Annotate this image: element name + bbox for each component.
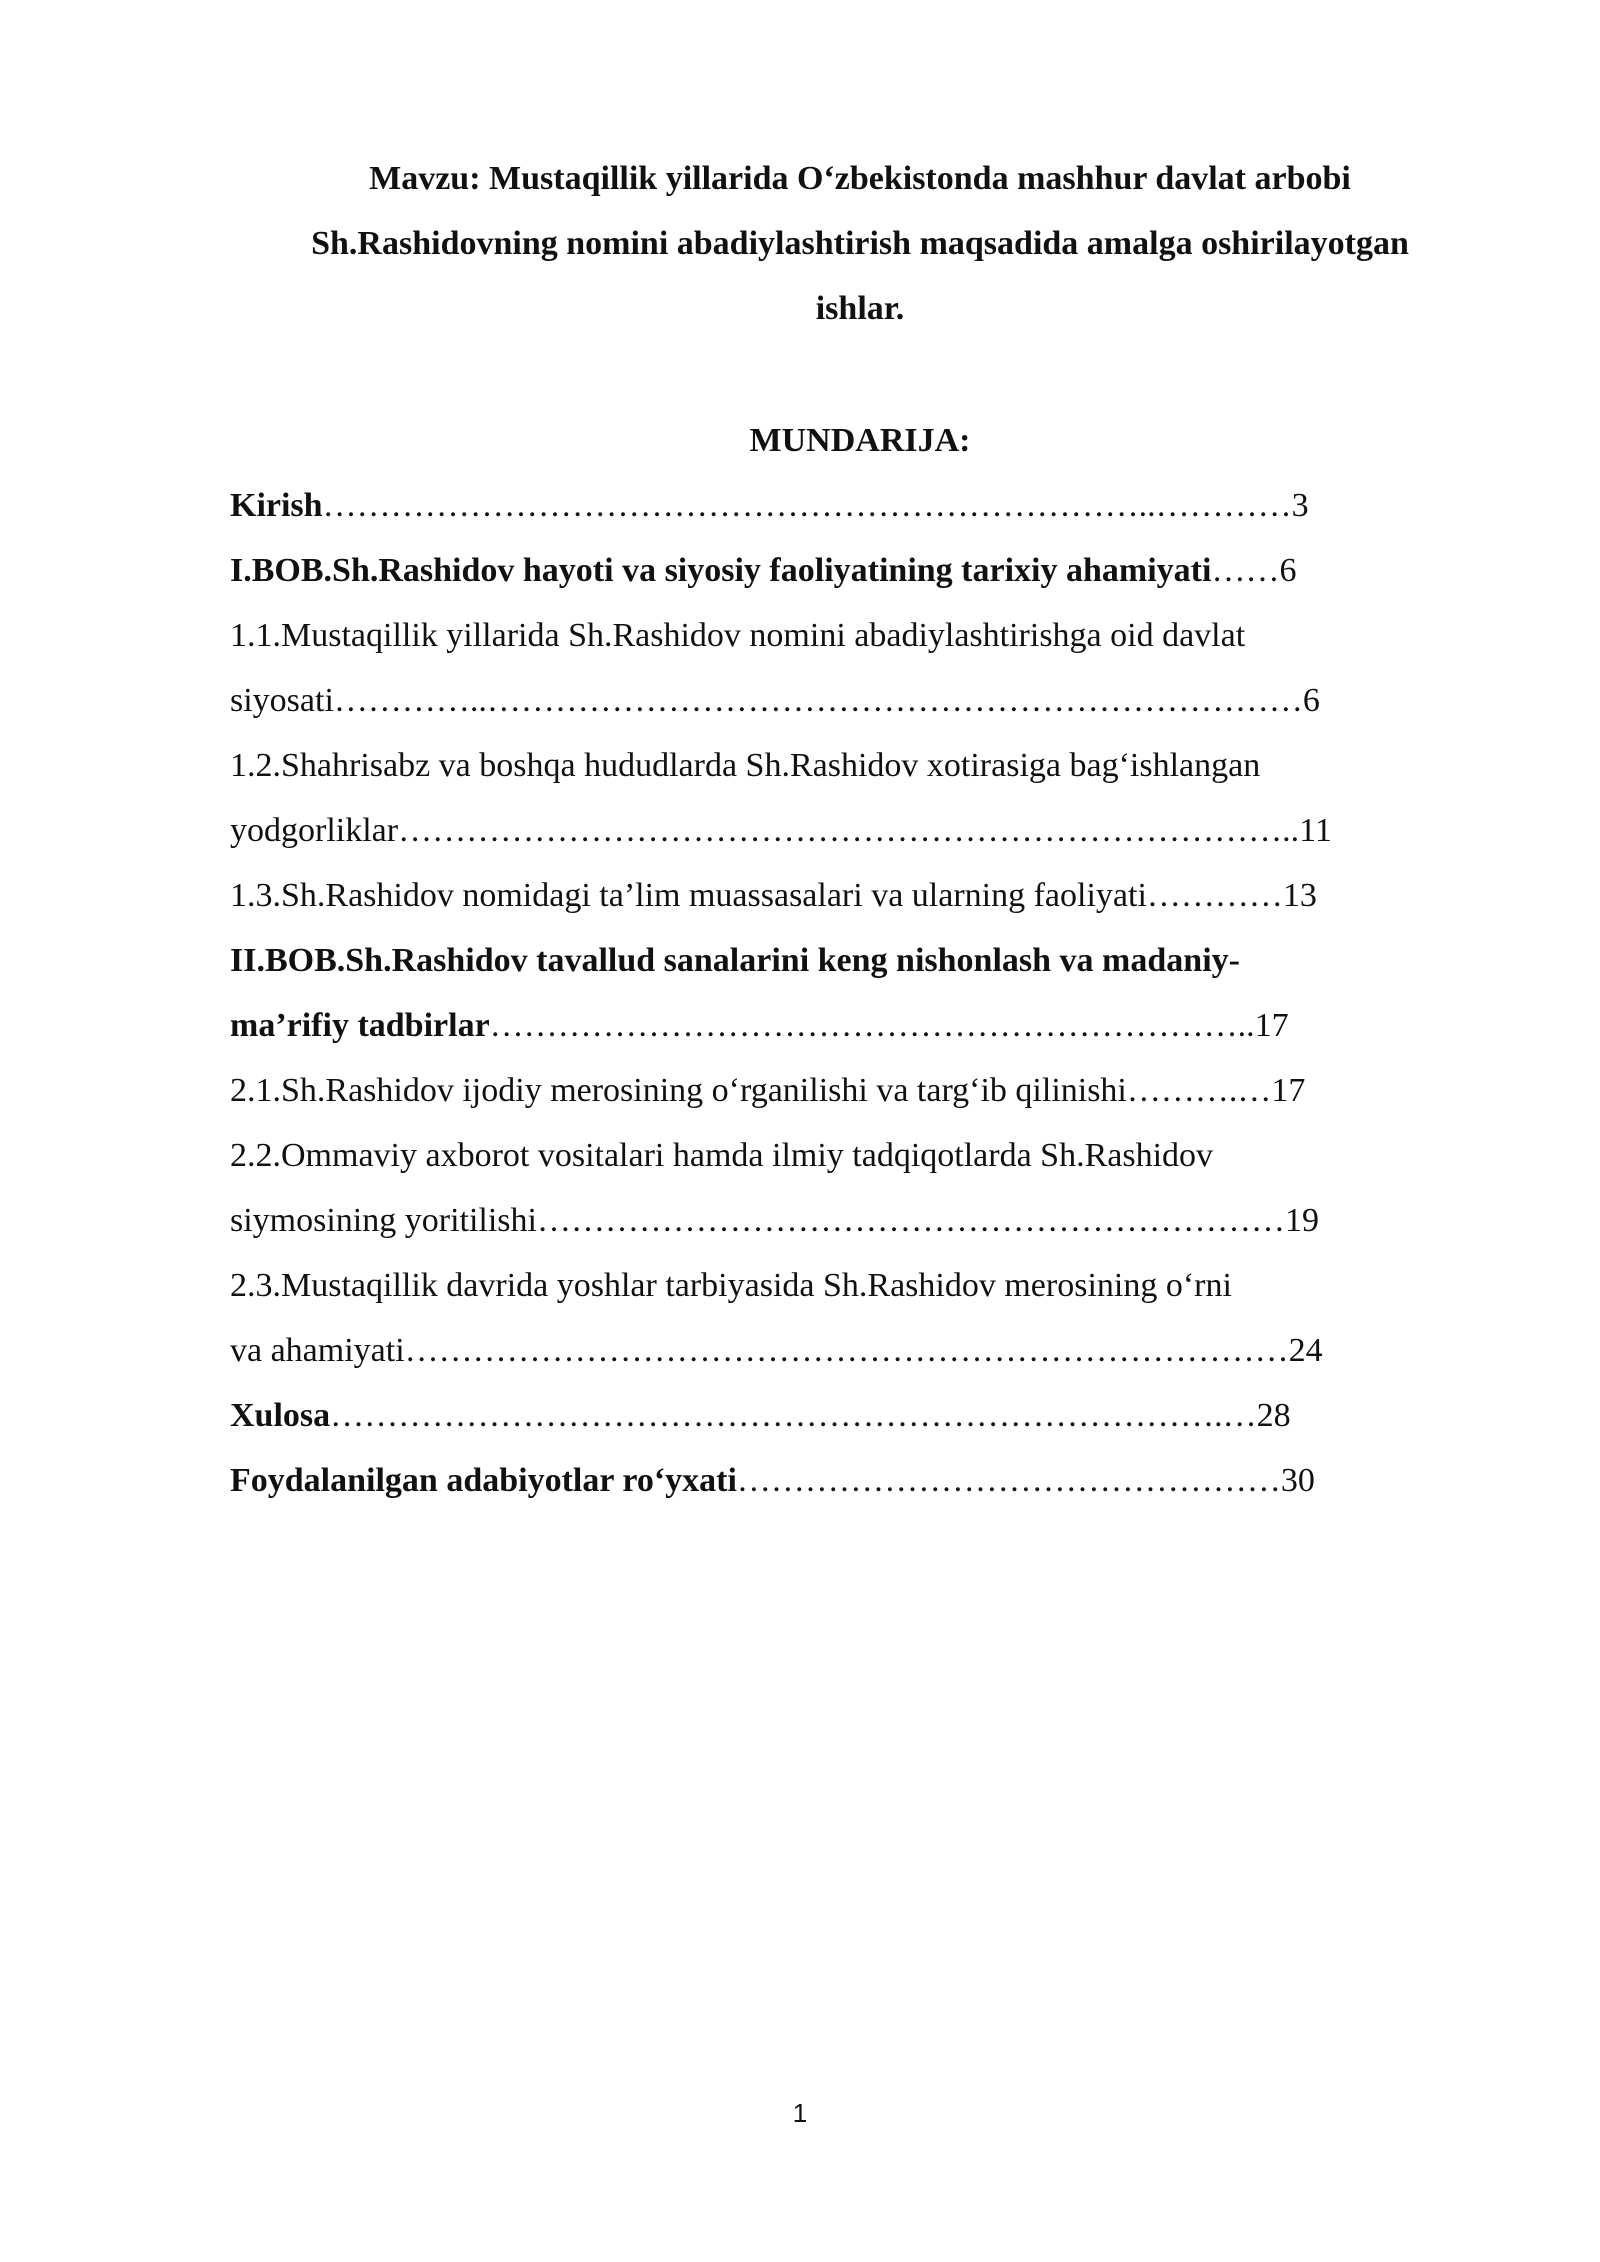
- toc-entry-references: [230, 1448, 1480, 1513]
- toc-entry-title: Kirish: [230, 487, 323, 524]
- toc-entry-leader-page: …………………………………………………………..17: [489, 1007, 1289, 1044]
- toc-entry-2-3-continued: [230, 1318, 1480, 1383]
- toc-entry-text: 1.2.Shahrisabz va boshqa hududlarda Sh.Rashidov xotirasiga bag‘ishlangan: [230, 747, 1261, 784]
- toc-entry-1-3: [230, 863, 1480, 928]
- table-of-contents: [230, 473, 1480, 1513]
- toc-entry-text: va ahamiyati……………………………………………………………………24: [230, 1332, 1323, 1369]
- document-title: [210, 146, 1510, 341]
- title-line: ishlar.: [815, 290, 905, 327]
- toc-entry-text: siyosati…………..………………………………………………………………6: [230, 682, 1320, 719]
- toc-entry-1-2: [230, 733, 1480, 798]
- toc-entry-1-1-continued: [230, 668, 1480, 733]
- page-number: 1: [792, 2098, 808, 2128]
- toc-heading: MUNDARIJA:: [749, 422, 971, 459]
- toc-entry-leader-page: …………………………………………30: [736, 1462, 1315, 1499]
- toc-entry-2-2-continued: [230, 1188, 1480, 1253]
- toc-entry-chapter-1: [230, 538, 1480, 603]
- toc-entry-text: 2.3.Mustaqillik davrida yoshlar tarbiyasida Sh.Rashidov merosining o‘rni: [230, 1267, 1232, 1304]
- toc-entry-kirish: [230, 473, 1480, 538]
- title-line: Mavzu: Mustaqillik yillarida O‘zbekistonda mashhur davlat arbobi: [369, 160, 1351, 197]
- title-line: Sh.Rashidovning nomini abadiylashtirish maqsadida amalga oshirilayotgan: [311, 225, 1409, 262]
- toc-entry-text: yodgorliklar……………………………………………………………………..11: [230, 812, 1332, 849]
- toc-entry-text: 2.2.Ommaviy axborot vositalari hamda ilmiy tadqiqotlarda Sh.Rashidov: [230, 1137, 1214, 1174]
- toc-entry-2-3: [230, 1253, 1480, 1318]
- toc-entry-2-2: [230, 1123, 1480, 1188]
- toc-entry-title: Xulosa: [230, 1397, 331, 1434]
- toc-entry-text: 2.1.Sh.Rashidov ijodiy merosining o‘rganilishi va targ‘ib qilinishi……….…17: [230, 1072, 1306, 1109]
- toc-entry-leader-page: …………………………………………………………………….…28: [330, 1397, 1291, 1434]
- toc-entry-title: Foydalanilgan adabiyotlar ro‘yxati: [230, 1462, 737, 1499]
- toc-entry-text: 1.1.Mustaqillik yillarida Sh.Rashidov nomini abadiylashtirishga oid davlat: [230, 617, 1246, 654]
- toc-entry-title: ma’rifiy tadbirlar: [230, 1007, 490, 1044]
- toc-entry-1-2-continued: [230, 798, 1480, 863]
- toc-entry-leader-page: ………………………………………………………………..…………3: [322, 487, 1309, 524]
- toc-entry-chapter-2: [230, 928, 1480, 993]
- toc-entry-text: siymosining yoritilishi…………………………………………………………19: [230, 1202, 1319, 1239]
- toc-entry-2-1: [230, 1058, 1480, 1123]
- toc-entry-text: 1.3.Sh.Rashidov nomidagi ta’lim muassasalari va ularning faoliyati…………13: [230, 877, 1317, 914]
- toc-entry-xulosa: [230, 1383, 1480, 1448]
- toc-entry-title: I.BOB.Sh.Rashidov hayoti va siyosiy faoliyatining tarixiy ahamiyati: [230, 552, 1212, 589]
- toc-entry-1-1: [230, 603, 1480, 668]
- toc-entry-title: II.BOB.Sh.Rashidov tavallud sanalarini keng nishonlash va madaniy-: [230, 942, 1240, 979]
- toc-entry-leader-page: ……6: [1211, 552, 1297, 589]
- toc-entry-chapter-2-continued: [230, 993, 1480, 1058]
